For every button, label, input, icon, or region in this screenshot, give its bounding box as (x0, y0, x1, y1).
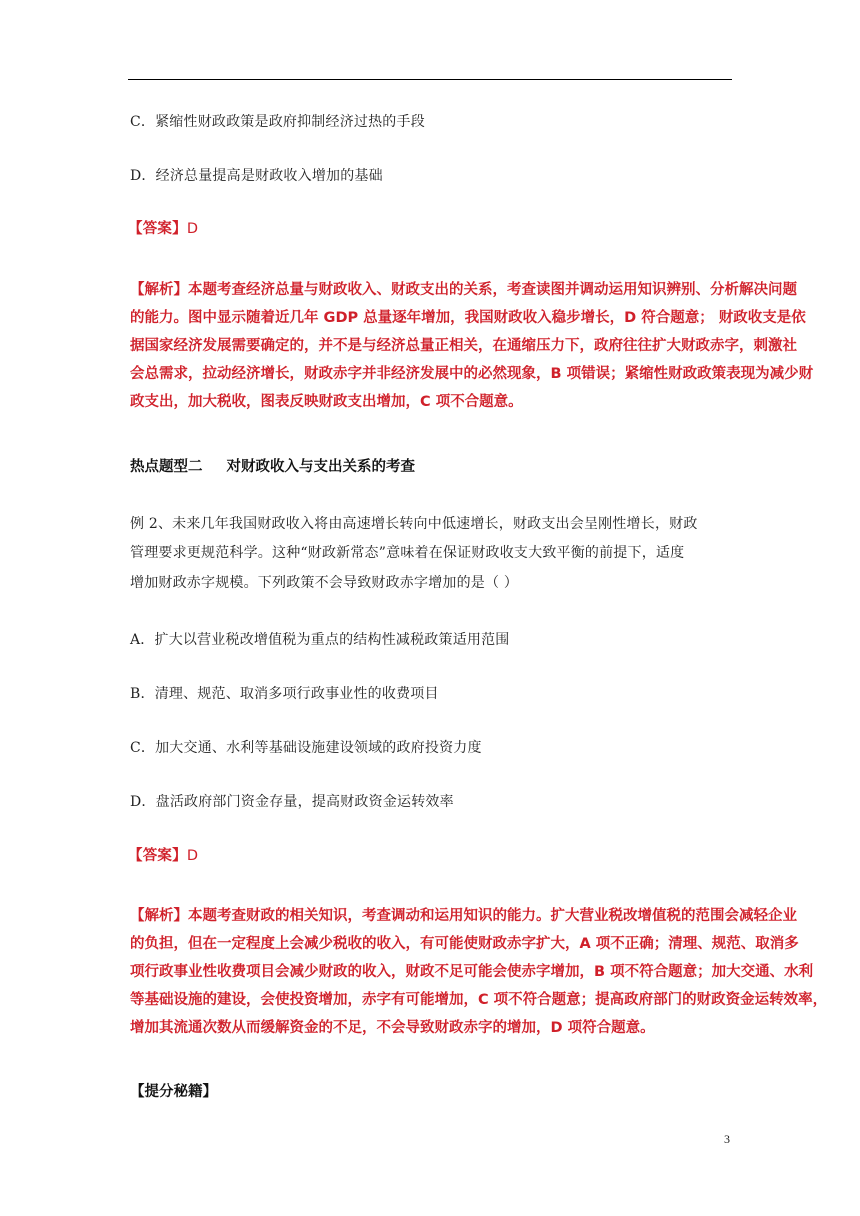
option-c: C．加大交通、水利等基础设施建设领域的政府投资力度 (130, 740, 482, 756)
option-a: A．扩大以营业税改增值税为重点的结构性减税政策适用范围 (130, 632, 510, 648)
tips-heading: 【提分秘籍】 (130, 1084, 217, 1100)
analysis-2-line: 增加其流通次数从而缓解资金的不足，不会导致财政赤字的增加，D 项符合题意。 (130, 1020, 655, 1036)
answer-label: 【答案】 (128, 221, 187, 237)
answer-letter: D (186, 221, 199, 237)
analysis-1-line: 据国家经济发展需要确定的，并不是与经济总量正相关，在通缩压力下，政府往往扩大财政赤字，刺激社 (130, 338, 797, 354)
section-heading (130, 455, 415, 476)
heading-left: 热点题型二 (130, 459, 203, 475)
analysis-2-line: 【解析】本题考查财政的相关知识，考查调动和运用知识的能力。扩大营业税改增值税的范围会减轻企业 (130, 908, 797, 924)
analysis-2 (130, 902, 827, 1042)
question-line: 管理要求更规范科学。这种“财政新常态”意味着在保证财政收支大致平衡的前提下，适度 (130, 545, 685, 561)
analysis-1-line: 【解析】本题考查经济总量与财政收入、财政支出的关系，考查读图并调动运用知识辨别、分析解决问题 (130, 282, 797, 298)
option-d: D．经济总量提高是财政收入增加的基础 (130, 168, 383, 184)
heading-right: 对财政收入与支出关系的考查 (226, 459, 415, 475)
analysis-2-line: 等基础设施的建设，会使投资增加，赤字有可能增加，C 项不符合题意；提高政府部门的财政资金运转效率， (130, 992, 828, 1008)
page-number: 3 (724, 1132, 730, 1146)
header-rule (128, 79, 732, 80)
analysis-1-line: 政支出，加大税收，图表反映财政支出增加，C 项不合题意。 (130, 394, 523, 410)
question-line: 例 2、未来几年我国财政收入将由高速增长转向中低速增长，财政支出会呈刚性增长，财政 (130, 516, 698, 532)
analysis-2-line: 的负担，但在一定程度上会减少税收的收入，有可能使财政赤字扩大，A 项不正确；清理、规范、取消多 (130, 936, 799, 952)
question-line: 增加财政赤字规模。下列政策不会导致财政赤字增加的是（ ） (130, 575, 519, 591)
option-c: C．紧缩性财政政策是政府抑制经济过热的手段 (130, 114, 425, 130)
answer-letter: D (186, 848, 199, 864)
analysis-1-line: 的能力。图中显示随着近几年 GDP 总量逐年增加，我国财政收入稳步增长，D 符合题意； 财政收支是依 (130, 310, 806, 326)
answer-label: 【答案】 (128, 848, 187, 864)
analysis-1 (130, 276, 813, 416)
answer-2 (128, 847, 198, 865)
option-d: D．盘活政府部门资金存量，提高财政资金运转效率 (130, 794, 454, 810)
analysis-2-line: 项行政事业性收费项目会减少财政的收入，财政不足可能会使赤字增加，B 项不符合题意；加大交通、水利 (130, 964, 814, 980)
analysis-1-line: 会总需求，拉动经济增长，财政赤字并非经济发展中的必然现象，B 项错误；紧缩性财政政策表现为减少财 (130, 366, 814, 382)
option-b: B．清理、规范、取消多项行政事业性的收费项目 (130, 686, 439, 702)
answer-1 (128, 220, 198, 238)
